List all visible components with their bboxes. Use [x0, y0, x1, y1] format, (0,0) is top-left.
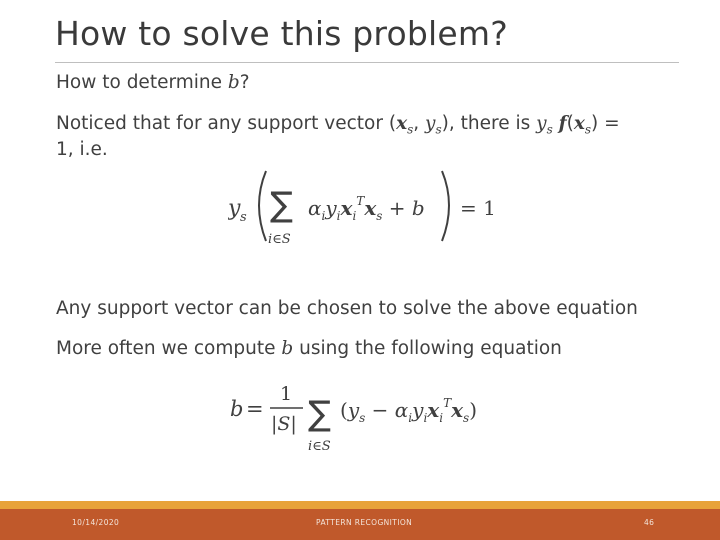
eq2-frac-num: 1	[280, 383, 293, 405]
page-title: How to solve this problem?	[55, 14, 508, 53]
bullet-text: ), there is	[441, 113, 537, 134]
equation-support-vector	[228, 165, 508, 250]
bullet-text: How to determine	[56, 72, 228, 93]
eq1-body: $\alpha_iy_ix_i^Tx_s + b$	[308, 194, 425, 223]
footer-date: 10/14/2020	[72, 518, 120, 527]
equation-b	[228, 378, 518, 458]
eq2-body: $(y_s - \alpha_iy_ix_i^Tx_s)$	[340, 396, 478, 425]
var-b: b	[281, 338, 294, 359]
bullet-compute-b	[56, 338, 562, 359]
bullet-text: using the following equation	[293, 338, 562, 359]
eq1-sum-sign: ∑	[270, 185, 293, 225]
sub-s: s	[584, 122, 592, 137]
var-y: y	[536, 113, 547, 134]
eq1-equals: = 1	[460, 196, 496, 220]
var-b: b	[227, 72, 240, 93]
var-f: f	[558, 113, 567, 134]
footer-accent-bar	[0, 501, 720, 509]
bullet-text: More often we compute	[56, 338, 282, 359]
eq1-sum-sub: i∈S	[268, 232, 291, 247]
bullet-text: ?	[239, 72, 250, 93]
sub-s: s	[435, 122, 442, 137]
bullet-any-support-vector: Any support vector can be chosen to solve the above equation	[56, 298, 638, 319]
slide-number: 46	[644, 518, 655, 527]
bullet-determine-b	[56, 72, 250, 93]
bullet-support-vector: Noticed that for any support vector ($x_s$, $y_s$), there is $y_s$ $f(x_s)$ =	[56, 113, 620, 137]
eq2-sum-sub: i∈S	[308, 439, 331, 454]
eq1-right-paren	[442, 171, 449, 241]
var-x: x	[396, 113, 408, 134]
footer-title: PATTERN RECOGNITION	[316, 518, 413, 527]
sub-s: s	[546, 122, 553, 137]
bullet-text: =	[598, 113, 620, 134]
sub-s: s	[407, 122, 414, 137]
var-y: y	[425, 113, 436, 134]
bullet-support-vector-line2: 1, i.e.	[56, 139, 108, 160]
eq1-ys-sub: s	[240, 210, 247, 225]
eq2-b: b	[230, 397, 244, 421]
bullet-text: Noticed that for any support vector (	[56, 113, 397, 134]
eq1-ys: y	[228, 196, 241, 221]
eq2-equals: =	[246, 397, 264, 421]
eq1-left-paren	[259, 171, 266, 241]
var-x: x	[573, 113, 585, 134]
eq2-sum-sign: ∑	[308, 394, 331, 434]
title-divider	[55, 62, 679, 63]
eq2-frac-den: |S|	[271, 413, 297, 435]
